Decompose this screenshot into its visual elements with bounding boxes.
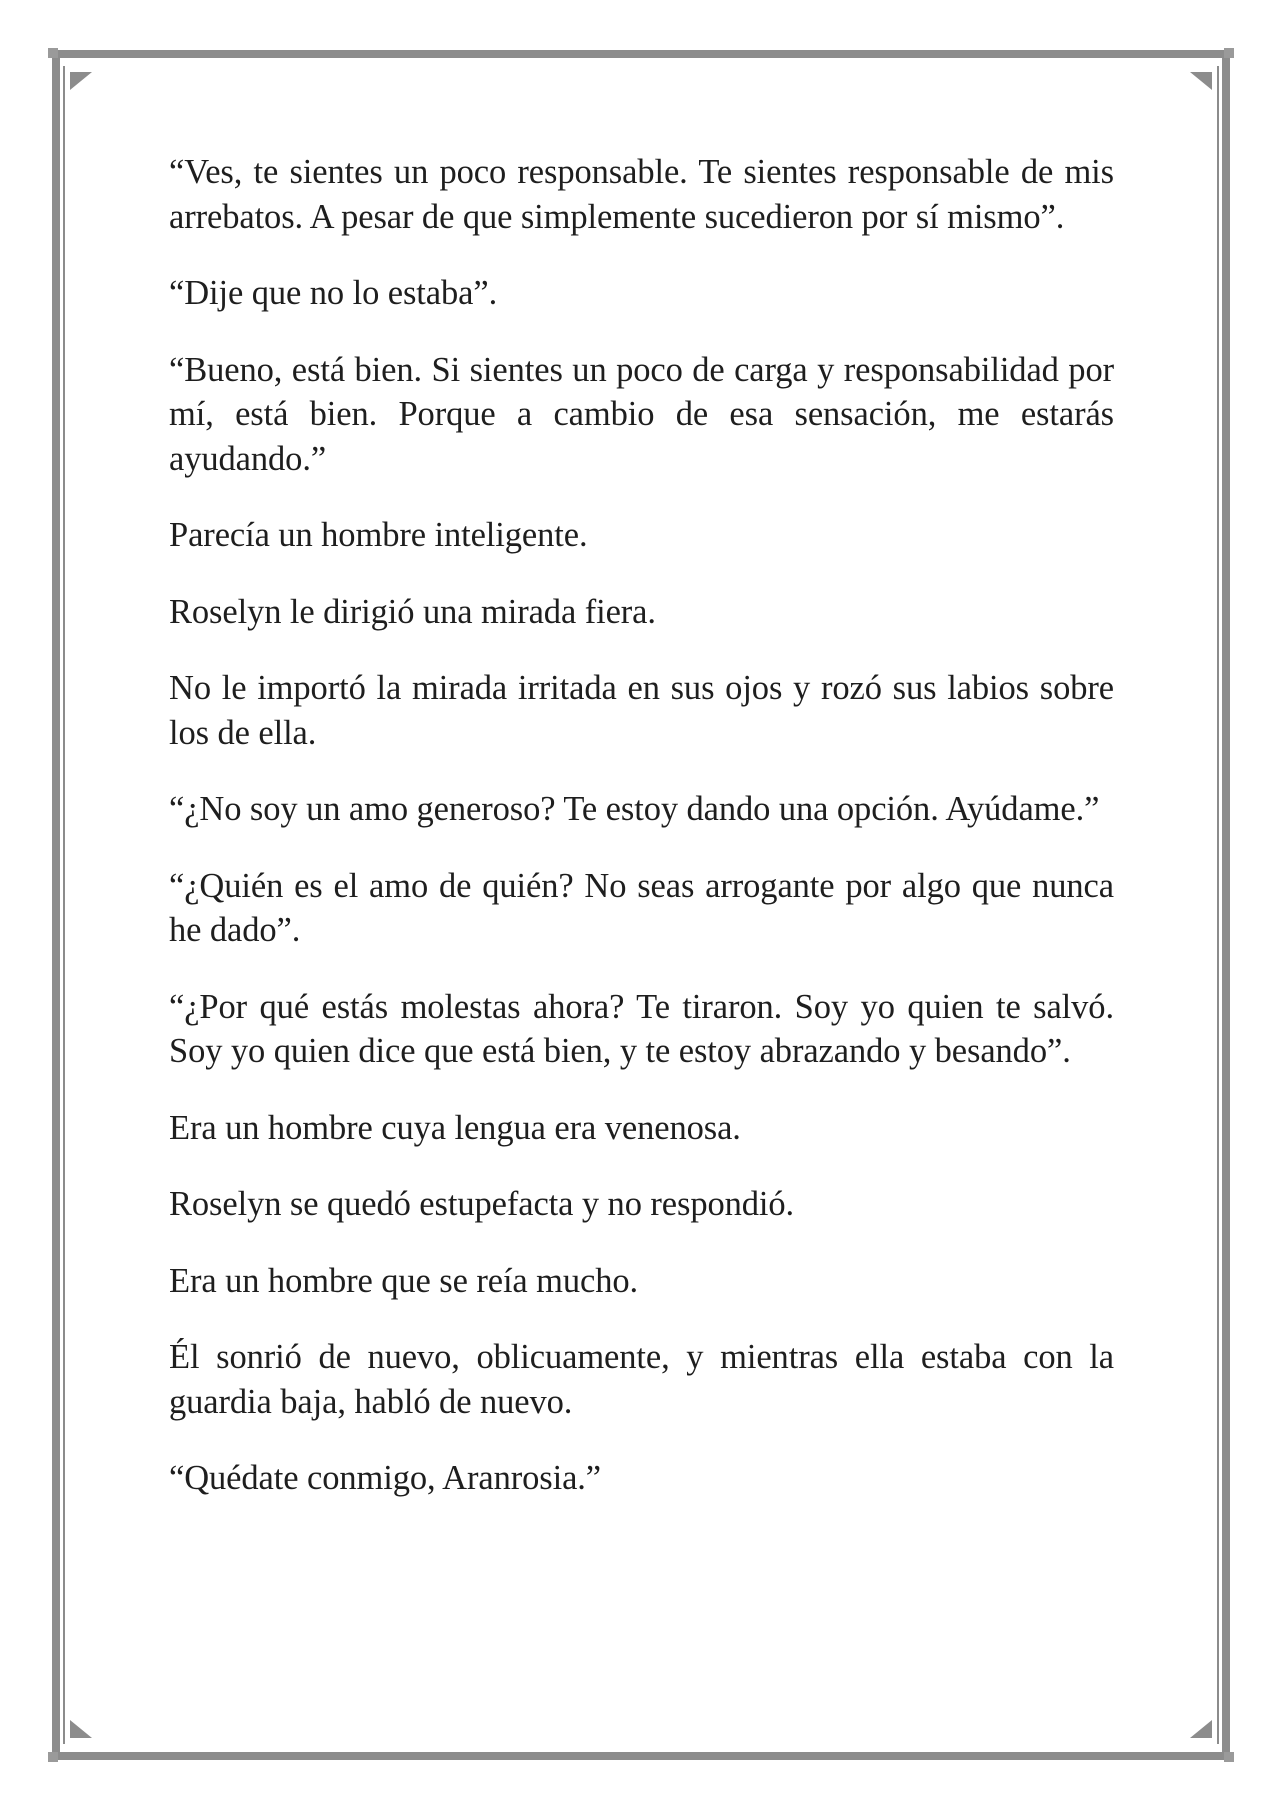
paragraph: No le importó la mirada irritada en sus ojos y rozó sus labios sobre los de ella. <box>169 669 1114 752</box>
paragraph: Él sonrió de nuevo, oblicuamente, y mientras ella estaba con la guardia baja, habló de nuevo. <box>169 1338 1114 1421</box>
paragraph: Roselyn se quedó estupefacta y no respondió. <box>169 1185 795 1223</box>
paragraph: “Ves, te sientes un poco responsable. Te sientes responsable de mis arrebatos. A pesar de que simplemente sucedieron por sí mismo”. <box>169 153 1114 236</box>
paragraph: Era un hombre cuya lengua era venenosa. <box>169 1108 741 1147</box>
paragraph: Era un hombre que se reía mucho. <box>169 1261 639 1300</box>
paragraph: “Dije que no lo estaba”. <box>169 274 498 312</box>
paragraph: “¿Por qué estás molestas ahora? Te tiraron. Soy yo quien te salvó. Soy yo quien dice que está bien, y te estoy abrazando y besando”. <box>169 987 1114 1070</box>
paragraph: Parecía un hombre inteligente. <box>169 516 588 554</box>
document-body <box>169 150 1114 1501</box>
paragraph: Roselyn le dirigió una mirada fiera. <box>169 592 656 631</box>
paragraph: “Quédate conmigo, Aranrosia.” <box>169 1459 602 1497</box>
paragraph: “¿Quién es el amo de quién? No seas arrogante por algo que nunca he dado”. <box>169 866 1114 949</box>
paragraph: “Bueno, está bien. Si sientes un poco de carga y responsabilidad por mí, está bien. Porque a cambio de esa sensación, me estarás ayudando.” <box>169 350 1114 478</box>
paragraph: “¿No soy un amo generoso? Te estoy dando una opción. Ayúdame.” <box>169 790 1100 828</box>
